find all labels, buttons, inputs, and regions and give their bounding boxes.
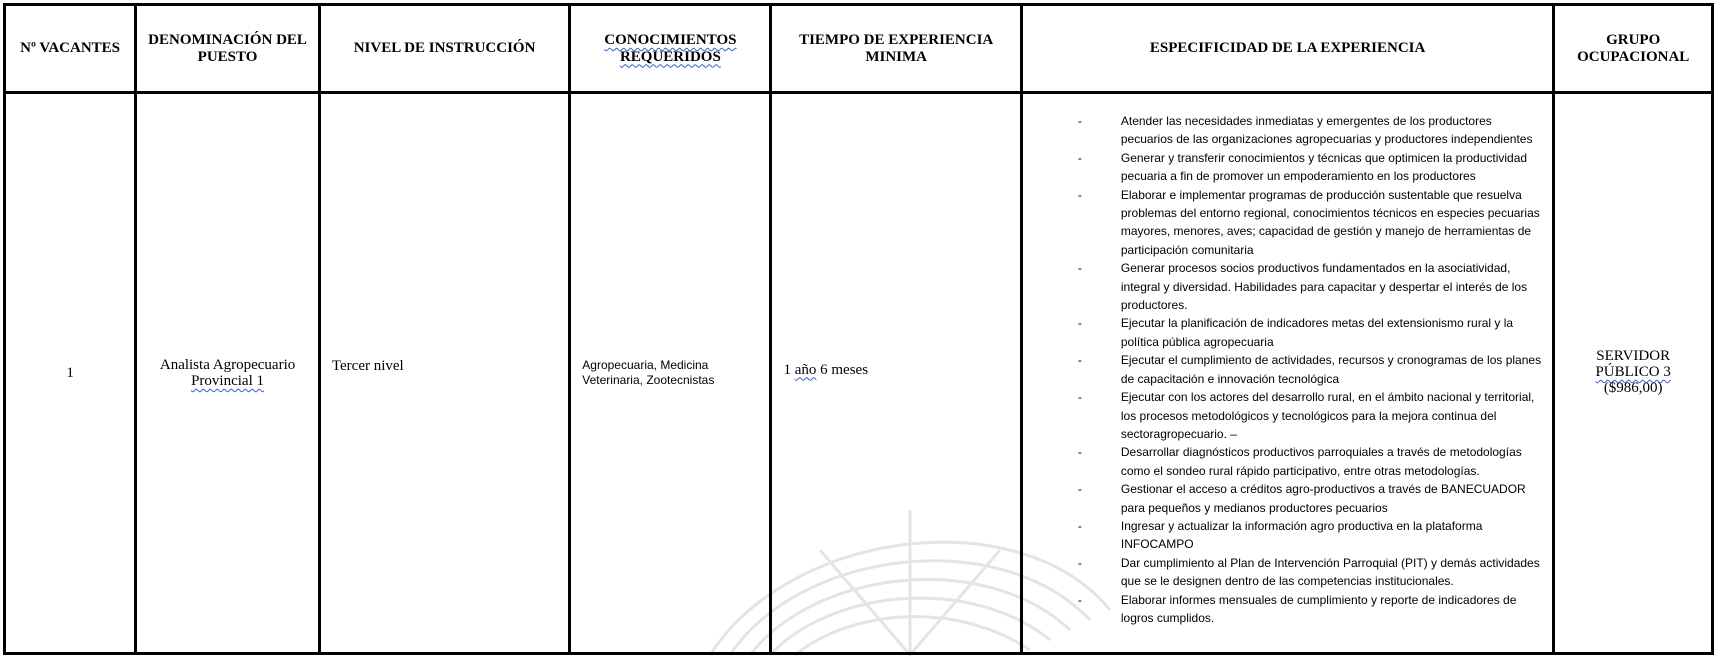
header-tiempo: TIEMPO DE EXPERIENCIA MINIMA — [771, 5, 1021, 93]
header-conocimientos — [570, 5, 771, 93]
bullet-dash: - — [1077, 114, 1082, 128]
bullet-dash: - — [1077, 187, 1082, 202]
cell-puesto — [136, 93, 320, 654]
bullet-dash: - — [1077, 445, 1082, 460]
grupo-line-3: ($986,00) — [1603, 379, 1663, 396]
experience-text: Ejecutar con los actores del desarrollo rural, en el ámbito nacional y territorial, los procesos metodológicos y tecnológicos para la mejora continua del sectoragropecuario. – — [1120, 390, 1535, 441]
bullet-dash: - — [1077, 316, 1082, 331]
bullet-dash: - — [1077, 592, 1082, 607]
experience-item — [1073, 314, 1545, 351]
experience-text: Ejecutar la planificación de indicadores metas del extensionismo rural y la política pública agropecuaria — [1120, 316, 1514, 349]
experience-item — [1073, 112, 1545, 149]
tiempo-part-3: 6 meses — [820, 361, 869, 378]
bullet-dash: - — [1077, 261, 1082, 276]
experience-text: Elaborar informes mensuales de cumplimiento y reporte de indicadores de logros cumplidos. — [1120, 592, 1517, 625]
puesto-line-1: Analista Agropecuario — [159, 356, 296, 373]
experience-item — [1073, 480, 1545, 517]
experience-list — [1073, 112, 1545, 627]
grupo-line-2: PÚBLICO 3 — [1595, 364, 1671, 381]
tiempo-part-2: año — [794, 361, 817, 378]
experience-text: Atender las necesidades inmediatas y emergentes de los productores pecuarios de las organizaciones agropecuarias y productores independientes — [1120, 114, 1533, 147]
header-nivel: NIVEL DE INSTRUCCIÓN — [319, 5, 569, 93]
puesto-line-2: Provincial 1 — [191, 373, 264, 389]
experience-text: Elaborar e implementar programas de producción sustentable que resuelva problemas del entorno regional, conocimientos técnicos en especies pecuarias mayores, menores, aves; capacidad de gestión y manejo de herramientas de participación comunitaria — [1120, 187, 1540, 257]
header-conocimientos-text: CONOCIMIENTOS REQUERIDOS — [604, 32, 737, 65]
experience-item — [1073, 443, 1545, 480]
header-vacantes: Nº VACANTES — [5, 5, 136, 93]
experience-text: Gestionar el acceso a créditos agro-productivos a través de BANECUADOR para pequeños y medianos productores pecuarios — [1120, 482, 1526, 515]
grupo-line-1: SERVIDOR — [1596, 348, 1671, 365]
experience-item — [1073, 517, 1545, 554]
experience-item — [1073, 351, 1545, 388]
experience-text: Generar y transferir conocimientos y técnicas que optimicen la productividad pecuaria a fin de promover un empoderamiento en los productores — [1120, 150, 1528, 184]
experience-item — [1073, 591, 1545, 628]
experience-item — [1073, 554, 1545, 591]
bullet-dash: - — [1077, 150, 1082, 165]
cell-grupo — [1554, 93, 1713, 654]
experience-text: Ejecutar el cumplimiento de actividades, recursos y cronogramas de los planes de capacitación e innovación tecnológica — [1120, 353, 1542, 386]
header-especificidad: ESPECIFICIDAD DE LA EXPERIENCIA — [1021, 5, 1554, 93]
experience-text: Generar procesos socios productivos fundamentados en la asociatividad, integral y diversidad. Habilidades para capacitar y despertar el interés de los productores. — [1120, 261, 1528, 313]
experience-text: Desarrollar diagnósticos productivos parroquiales a través de metodologías como el sondeo rural rápido participativo, entre otras metodologías. — [1120, 445, 1522, 478]
header-grupo: GRUPO OCUPACIONAL — [1554, 5, 1713, 93]
experience-item — [1073, 388, 1545, 443]
experience-text: Dar cumplimiento al Plan de Intervención Parroquial (PIT) y demás actividades que se le designen dentro de las competencias institucionales. — [1120, 555, 1540, 589]
vacancy-row — [5, 93, 1713, 654]
bullet-dash: - — [1077, 390, 1082, 405]
tiempo-part-1: 1 — [783, 361, 791, 378]
cell-conocimientos: Agropecuaria, Medicina Veterinaria, Zootecnistas — [570, 93, 771, 654]
bullet-dash: - — [1077, 353, 1082, 368]
header-row — [5, 5, 1713, 93]
vacancy-table — [3, 3, 1714, 655]
cell-vacantes: 1 — [5, 93, 136, 654]
experience-item — [1073, 186, 1545, 260]
bullet-dash: - — [1077, 482, 1082, 497]
cell-tiempo — [771, 93, 1021, 654]
experience-item — [1073, 149, 1545, 186]
experience-item — [1073, 259, 1545, 314]
bullet-dash: - — [1077, 555, 1082, 570]
bullet-dash: - — [1077, 518, 1082, 533]
cell-especificidad — [1021, 93, 1554, 654]
cell-nivel: Tercer nivel — [319, 93, 569, 654]
experience-text: Ingresar y actualizar la información agro productiva en la plataforma INFOCAMPO — [1120, 518, 1483, 552]
header-puesto: DENOMINACIÓN DEL PUESTO — [136, 5, 320, 93]
